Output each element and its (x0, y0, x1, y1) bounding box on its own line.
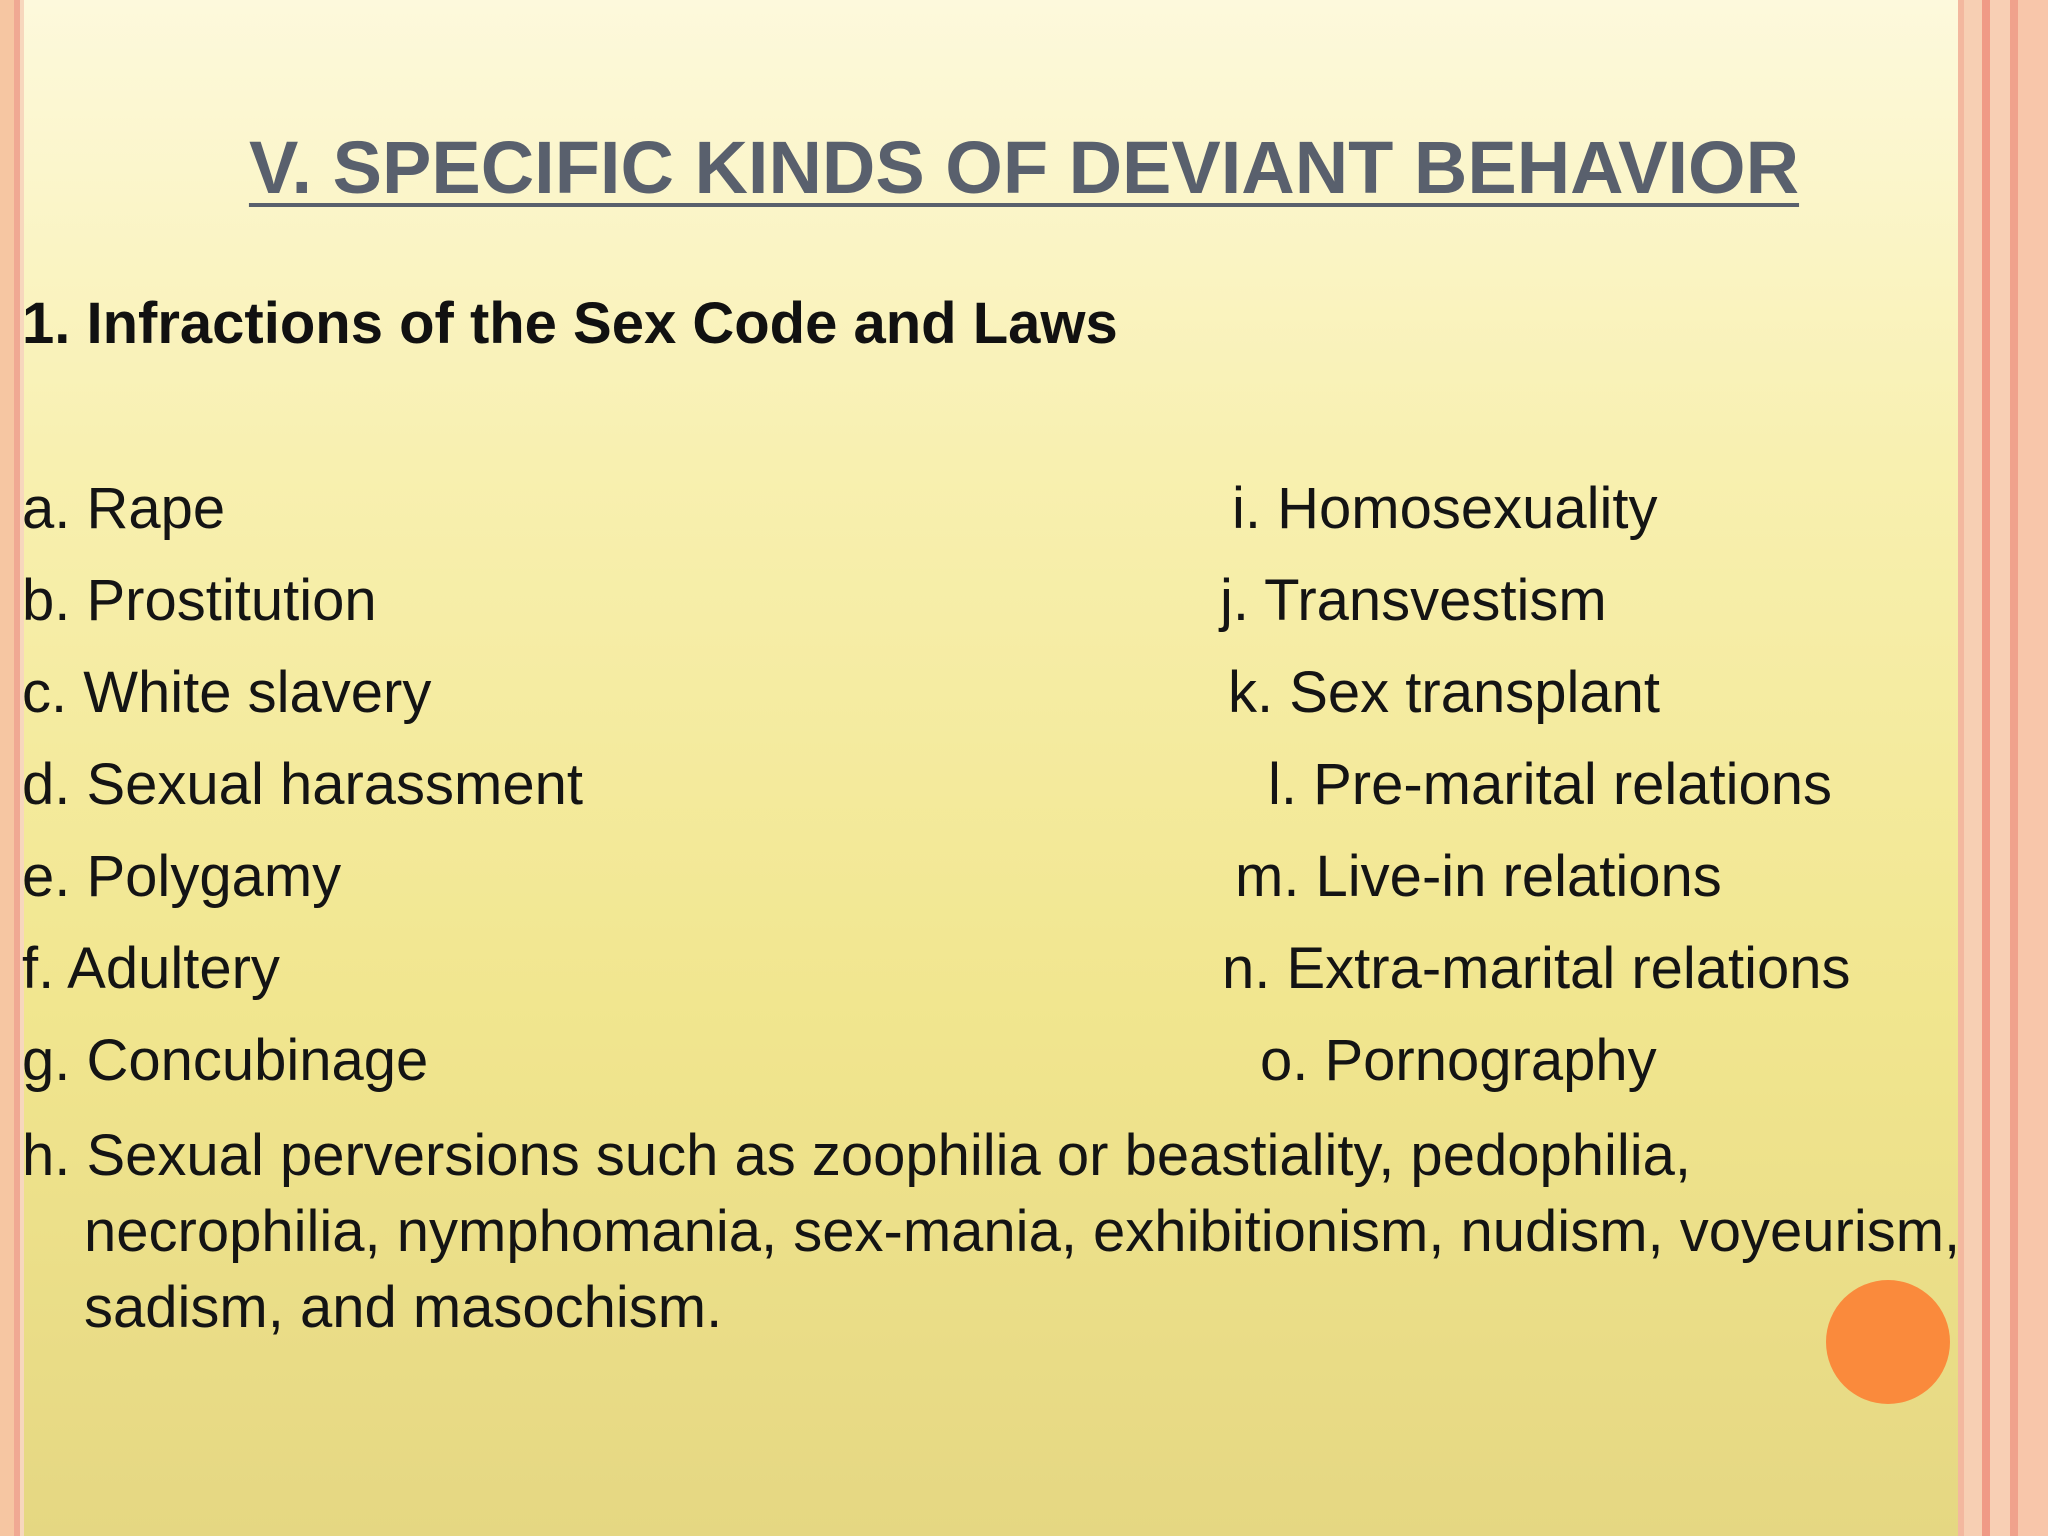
slide-title: V. SPECIFIC KINDS OF DEVIANT BEHAVIOR (248, 126, 1800, 209)
left-border-stripe (0, 0, 14, 1536)
list-item-transvestism: j. Transvestism (1220, 568, 1607, 633)
list-item-white-slavery: c. White slavery (22, 660, 432, 725)
list-item-adultery: f. Adultery (22, 936, 280, 1001)
section-heading: 1. Infractions of the Sex Code and Laws (22, 291, 1118, 356)
list-item-prostitution: b. Prostitution (22, 568, 377, 633)
list-item-rape: a. Rape (22, 476, 226, 541)
list-item-concubinage: g. Concubinage (22, 1028, 429, 1093)
list-item-sexual-perversions: h. Sexual perversions such as zoophilia or beastiality, pedophilia, necrophilia, nymphomania, sex-mania, exhibitionism, nudism, voyeurism, sadism, and masochism. (22, 1123, 1961, 1340)
list-item-polygamy: e. Polygamy (22, 844, 342, 909)
right-border-stripe (1964, 0, 1982, 1536)
list-item-sex-transplant: k. Sex transplant (1228, 660, 1660, 725)
list-item-sexual-harassment: d. Sexual harassment (22, 752, 583, 817)
right-border-stripe (2018, 0, 2048, 1536)
list-item-pre-marital-relations: l. Pre-marital relations (1268, 752, 1833, 817)
orange-circle-decoration (1826, 1280, 1950, 1404)
list-item-pornography: o. Pornography (1260, 1028, 1657, 1093)
right-border-stripe (1982, 0, 1990, 1536)
right-border-stripe (1990, 0, 2010, 1536)
list-item-extra-marital-relations: n. Extra-marital relations (1222, 936, 1851, 1001)
list-item-homosexuality: i. Homosexuality (1232, 476, 1658, 541)
list-item-live-in-relations: m. Live-in relations (1235, 844, 1722, 909)
right-border-stripe (2010, 0, 2018, 1536)
